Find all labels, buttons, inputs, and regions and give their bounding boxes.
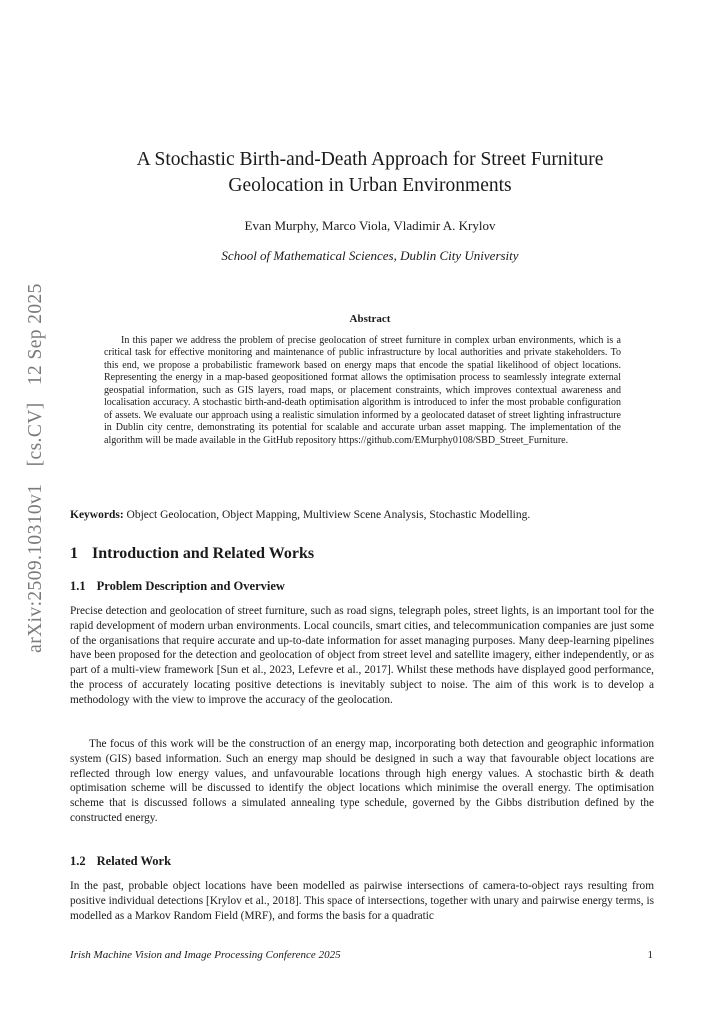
- body-paragraph: The focus of this work will be the construction of an energy map, incorporating both detection and geographic information system (GIS) based information. Such an energy map should be designed in such a way that favourable object locations are reflected through low energy values, and unfavourable locations through high energy values. A stochastic birth & death optimisation scheme will be discussed to identify the object locations which minimise the overall energy. The optimisation scheme that is discussed follows a simulated annealing type schedule, governed by the Gibbs distribution defined by the constructed energy.: [70, 738, 654, 824]
- section-heading: [70, 545, 314, 563]
- subsection-title: Problem Description and Overview: [96, 579, 285, 593]
- subsection-number: 1.1: [70, 579, 86, 593]
- page-number: 1: [647, 949, 653, 961]
- subsection-title: Related Work: [96, 854, 172, 868]
- arxiv-date: 12 Sep 2025: [25, 283, 46, 386]
- keywords-text: Object Geolocation, Object Mapping, Multiview Scene Analysis, Stochastic Modelling.: [126, 509, 531, 521]
- subsection-heading: [70, 579, 285, 594]
- affiliation: School of Mathematical Sciences, Dublin City University: [221, 248, 519, 263]
- abstract-text: In this paper we address the problem of precise geolocation of street furniture in complex urban environments, which is a critical task for effective monitoring and maintenance of public infrastructure by local authorities and private stakeholders. To this end, we propose a probabilistic framework based on energy maps that encode the spatial likelihood of object locations. Representing the energy in a map-based geopositioned format allows the optimisation process to seamlessly integrate external geospatial information, such as GIS layers, road maps, or placement constraints, which improves contextual awareness and localisation accuracy. A stochastic birth-and-death optimisation algorithm is introduced to infer the most probable configuration of assets. We evaluate our approach using a realistic simulation informed by a geolocated dataset of street lighting infrastructure in Dublin city centre, demonstrating its potential for scalable and accurate urban asset mapping. The implementation of the algorithm will be made available in the GitHub repository https://github.com/EMurphy0108/SBD_Street_Furniture.: [104, 335, 621, 446]
- arxiv-stamp: [25, 277, 47, 659]
- body-paragraph: Precise detection and geolocation of street furniture, such as road signs, telegraph poles, street lights, is an important tool for the rapid development of modern urban environments. Local councils, smart cities, and telecommunication companies are just some of the organisations that require accurate and up-to-date information for asset managing purposes. Many deep-learning pipelines have been proposed for the detection and geolocation of object from street level and satellite imagery, either independently, or as part of a multi-view framework [Sun et al., 2023, Lefevre et al., 2017]. Whilst these methods have displayed good performance, the process of accurately locating positive detections is inevitably subject to noise. The aim of this work is to develop a methodology with the view to improve the accuracy of the geolocation.: [70, 605, 654, 706]
- arxiv-category: [cs.CV]: [25, 402, 46, 467]
- keywords-label: Keywords:: [70, 509, 124, 521]
- subsection-number: 1.2: [70, 854, 86, 868]
- author-list: Evan Murphy, Marco Viola, Vladimir A. Krylov: [244, 218, 496, 233]
- body-paragraph: In the past, probable object locations have been modelled as pairwise intersections of camera-to-object rays resulting from positive individual detections [Krylov et al., 2018]. This space of intersections, together with unary and pairwise energy terms, is modelled as a Markov Random Field (MRF), and forms the basis for a quadratic: [70, 880, 654, 922]
- section-title: Introduction and Related Works: [92, 545, 315, 562]
- section-number: 1: [70, 545, 78, 562]
- paper-title: A Stochastic Birth-and-Death Approach for Street Furniture Geolocation in Urban Environments: [136, 149, 604, 196]
- keywords: [70, 508, 660, 523]
- abstract-heading: Abstract: [349, 313, 391, 325]
- subsection-heading: [70, 854, 171, 869]
- conference-footer: Irish Machine Vision and Image Processing Conference 2025: [70, 949, 341, 961]
- arxiv-id: arXiv:2509.10310v1: [25, 483, 46, 653]
